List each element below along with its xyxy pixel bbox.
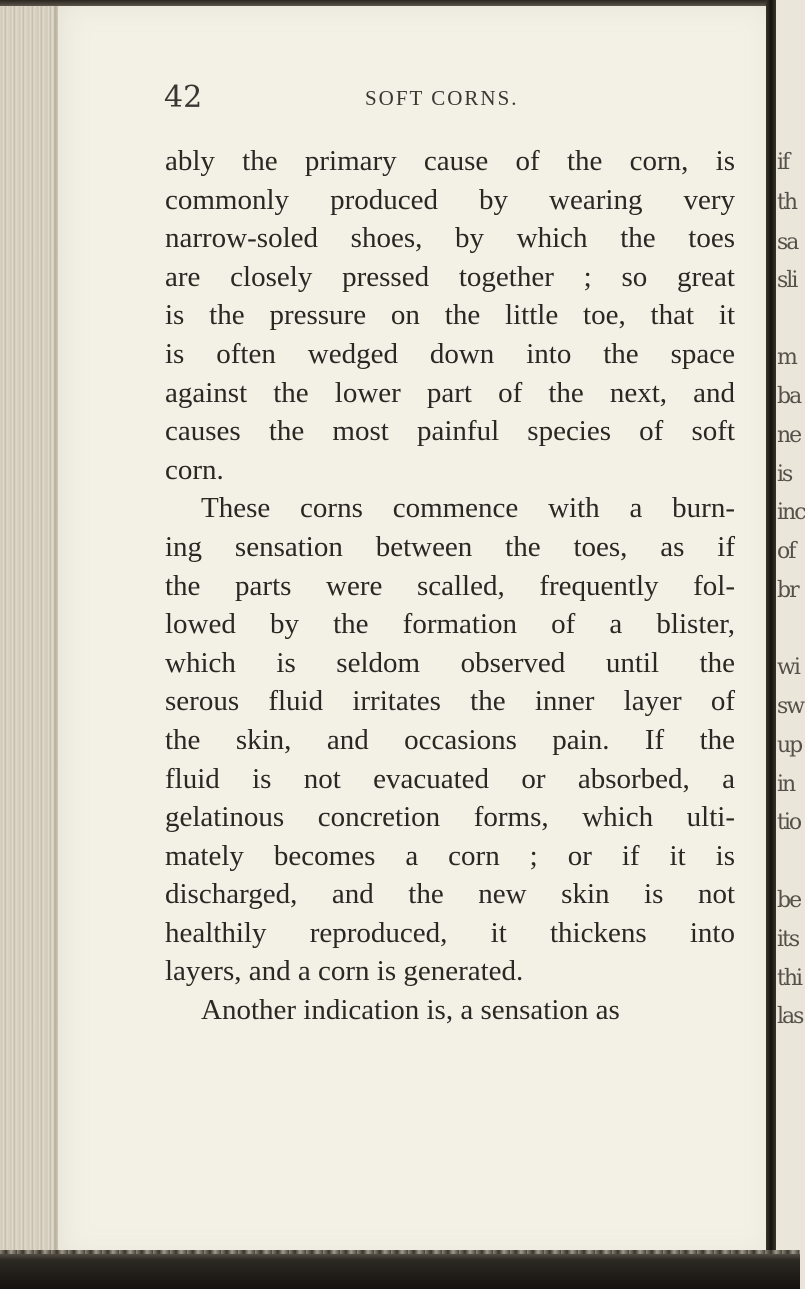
bottom-edge: [0, 1250, 800, 1289]
next-page-fragment: up: [777, 733, 802, 758]
running-header: [160, 80, 560, 120]
next-page-fragment: m: [777, 345, 796, 370]
next-page-fragment: be: [777, 888, 801, 913]
next-page-fragment: sli: [777, 268, 797, 293]
next-page-fragment: ba: [777, 384, 801, 409]
text-line: causes the most painful species of soft: [165, 415, 735, 448]
text-line: narrow-soled shoes, by which the toes: [165, 222, 735, 255]
next-page-fragment: br: [777, 578, 798, 603]
next-page-fragment: sw: [777, 694, 804, 719]
page-edges-left: [0, 0, 58, 1289]
text-line: are closely pressed together ; so great: [165, 260, 735, 293]
text-line: layers, and a corn is generated.: [165, 955, 524, 988]
next-page-fragment: tio: [777, 810, 801, 835]
text-line: discharged, and the new skin is not: [165, 878, 735, 911]
body-text: [165, 142, 735, 1030]
next-page-fragment: its: [777, 927, 799, 952]
page-number: 42: [164, 80, 203, 115]
text-line: against the lower part of the next, and: [165, 376, 735, 409]
next-page-edge: [776, 0, 805, 1289]
text-line: healthily reproduced, it thickens into: [165, 916, 735, 949]
book-spine: [766, 0, 776, 1289]
next-page-fragment: inc: [777, 500, 805, 525]
text-line: Another indication is, a sensation as: [201, 994, 620, 1027]
text-line: ing sensation between the toes, as if: [165, 530, 735, 563]
text-line: is the pressure on the little toe, that it: [165, 299, 735, 332]
next-page-fragment: ne: [777, 423, 801, 448]
text-line: corn.: [165, 453, 224, 486]
next-page-fragment: in: [777, 772, 795, 797]
next-page-fragment: sa: [777, 230, 798, 255]
next-page-fragment: las: [777, 1004, 803, 1029]
text-line: serous fluid irritates the inner layer of: [165, 685, 735, 718]
text-line: commonly produced by wearing very: [165, 183, 735, 216]
next-page-fragment: if: [777, 150, 789, 175]
text-line: gelatinous concretion forms, which ulti-: [165, 801, 735, 834]
text-line: which is seldom observed until the: [165, 646, 735, 679]
text-line: ably the primary cause of the corn, is: [165, 145, 735, 177]
top-rule: [0, 0, 800, 6]
running-title: SOFT CORNS.: [365, 86, 519, 110]
text-line: These corns commence with a burn-: [201, 492, 735, 525]
next-page-fragment: of: [777, 539, 795, 564]
text-line: the skin, and occasions pain. If the: [165, 723, 735, 756]
text-line: the parts were scalled, frequently fol-: [165, 569, 735, 602]
text-line: mately becomes a corn ; or if it is: [165, 839, 735, 872]
next-page-fragment: th: [777, 190, 797, 215]
text-line: is often wedged down into the space: [165, 337, 735, 370]
text-line: lowed by the formation of a blister,: [165, 608, 735, 641]
next-page-fragment: is: [777, 462, 792, 487]
next-page-fragment: wi: [777, 655, 799, 680]
next-page-fragment: thi: [777, 966, 802, 991]
text-line: fluid is not evacuated or absorbed, a: [165, 762, 735, 795]
